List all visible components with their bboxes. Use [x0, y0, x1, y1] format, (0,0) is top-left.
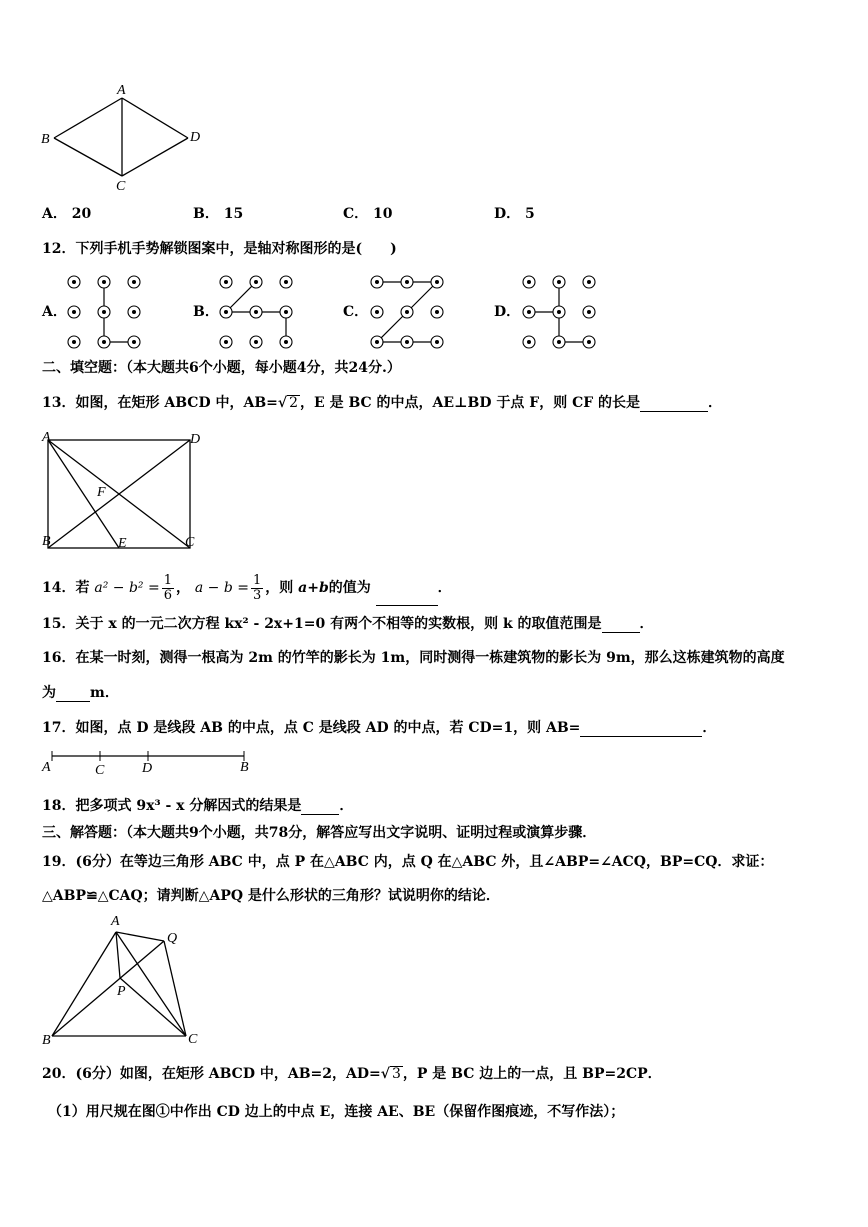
- lock-dot: [371, 336, 383, 348]
- lock-dot: [523, 306, 535, 318]
- q20-sub-question-1: （1）用尺规在图①中作出 CD 边上的中点 E，连接 AE、BE（保留作图痕迹，不写作法）；: [48, 1104, 625, 1120]
- q12-label-a: A．: [42, 304, 67, 320]
- q13-label-e: E: [118, 536, 127, 551]
- rhombus-label-d: D: [190, 130, 201, 145]
- lock-dot: [280, 276, 292, 288]
- q11-option-c: C． 10: [343, 206, 393, 222]
- q11-option-b: B． 15: [193, 206, 244, 222]
- lock-dot: [401, 336, 413, 348]
- lock-dot: [280, 336, 292, 348]
- q19-question-line2: △ABP≌△CAQ；请判断△APQ 是什么形状的三角形？试说明你的结论．: [42, 888, 500, 904]
- q16-question-line2: 为 m．: [42, 685, 119, 701]
- lock-dot: [68, 276, 80, 288]
- lock-pattern-c: [363, 268, 453, 353]
- q19-label-p: P: [117, 984, 126, 999]
- lock-pattern-a: [60, 268, 150, 353]
- lock-dot: [553, 276, 565, 288]
- q19-label-b: B: [42, 1033, 51, 1048]
- lock-dot: [220, 306, 232, 318]
- lock-dot: [553, 336, 565, 348]
- lock-dot: [523, 276, 535, 288]
- lock-dot: [431, 336, 443, 348]
- q15-question: 15．关于 x 的一元二次方程 kx² ‑ 2x+1=0 有两个不相等的实数根，则 k 的取值范围是 ．: [42, 616, 654, 632]
- q13-question: 13．如图，在矩形 ABCD 中，AB=√ 2 ，E 是 BC 的中点，AE⊥BD 于点 F，则 CF 的长是 ．: [42, 395, 723, 411]
- q14-question: 14．若 a² − b² = $\frac{1}{6}$ ， a − b = $\frac{1}{3}$ ，则 a+b的值为 ．: [42, 570, 452, 606]
- lock-dot: [401, 306, 413, 318]
- lock-dot: [128, 276, 140, 288]
- q18-question: 18．把多项式 9x³ ‑ x 分解因式的结果是 ．: [42, 798, 354, 814]
- rhombus-label-c: C: [116, 179, 126, 194]
- lock-dot: [128, 336, 140, 348]
- section-3-heading: 三、解答题：（本大题共9个小题，共78分，解答应写出文字说明、证明过程或演算步骤．: [42, 825, 597, 841]
- q13-label-d: D: [190, 432, 201, 447]
- q13-label-a: A: [42, 430, 51, 445]
- q13-label-c: C: [185, 535, 195, 550]
- q13-label-f: F: [97, 485, 106, 500]
- lock-dot: [583, 336, 595, 348]
- q19-label-a: A: [111, 914, 120, 929]
- lock-dot: [98, 336, 110, 348]
- rhombus-label-b: B: [41, 132, 50, 147]
- lock-dot: [431, 276, 443, 288]
- lock-dot: [250, 276, 262, 288]
- q12-label-c: C．: [343, 304, 369, 320]
- q12-label-d: D．: [494, 304, 521, 320]
- q17-question: 17．如图，点 D 是线段 AB 的中点，点 C 是线段 AD 的中点，若 CD=1，则 AB= ．: [42, 720, 717, 736]
- lock-dot: [523, 336, 535, 348]
- lock-dot: [220, 276, 232, 288]
- q12-label-b: B．: [193, 304, 219, 320]
- lock-dot: [401, 276, 413, 288]
- lock-dot: [128, 306, 140, 318]
- lock-dot: [250, 306, 262, 318]
- lock-pattern-b: [212, 268, 302, 353]
- q17-label-b: B: [240, 760, 249, 775]
- lock-dot: [98, 306, 110, 318]
- q17-label-c: C: [95, 763, 105, 778]
- lock-dot: [280, 306, 292, 318]
- lock-pattern-d: [515, 268, 605, 353]
- q16-question-line1: 16．在某一时刻，测得一根高为 2m 的竹竿的影长为 1m，同时测得一栋建筑物的影长为 9m，那么这栋建筑物的高度: [42, 650, 785, 666]
- q11-option-a: A． 20: [42, 206, 92, 222]
- section-2-heading: 二、填空题：（本大题共6个小题，每小题4分，共24分.）: [42, 360, 401, 376]
- q19-question-line1: 19．(6分）在等边三角形 ABC 中，点 P 在△ABC 内，点 Q 在△ABC 外，且∠ABP=∠ACQ，BP=CQ．求证：: [42, 854, 774, 870]
- lock-dot: [220, 336, 232, 348]
- rhombus-label-a: A: [117, 83, 126, 98]
- lock-dot: [98, 276, 110, 288]
- q12-question: 12．下列手机手势解锁图案中，是轴对称图形的是( ): [42, 241, 397, 257]
- lock-dot: [68, 306, 80, 318]
- q13-label-b: B: [42, 534, 51, 549]
- lock-dot: [371, 276, 383, 288]
- lock-dot: [371, 306, 383, 318]
- lock-dot: [553, 306, 565, 318]
- q11-option-d: D． 5: [494, 206, 535, 222]
- q17-label-d: D: [142, 761, 153, 776]
- q19-label-q: Q: [167, 931, 178, 946]
- lock-dot: [583, 276, 595, 288]
- lock-dot: [583, 306, 595, 318]
- q20-question: 20．(6分）如图，在矩形 ABCD 中，AB=2，AD=√ 3 ，P 是 BC 边上的一点，且 BP=2CP．: [42, 1066, 662, 1082]
- q19-label-c: C: [188, 1032, 198, 1047]
- lock-dot: [68, 336, 80, 348]
- q17-label-a: A: [42, 760, 51, 775]
- lock-dot: [250, 336, 262, 348]
- lock-dot: [431, 306, 443, 318]
